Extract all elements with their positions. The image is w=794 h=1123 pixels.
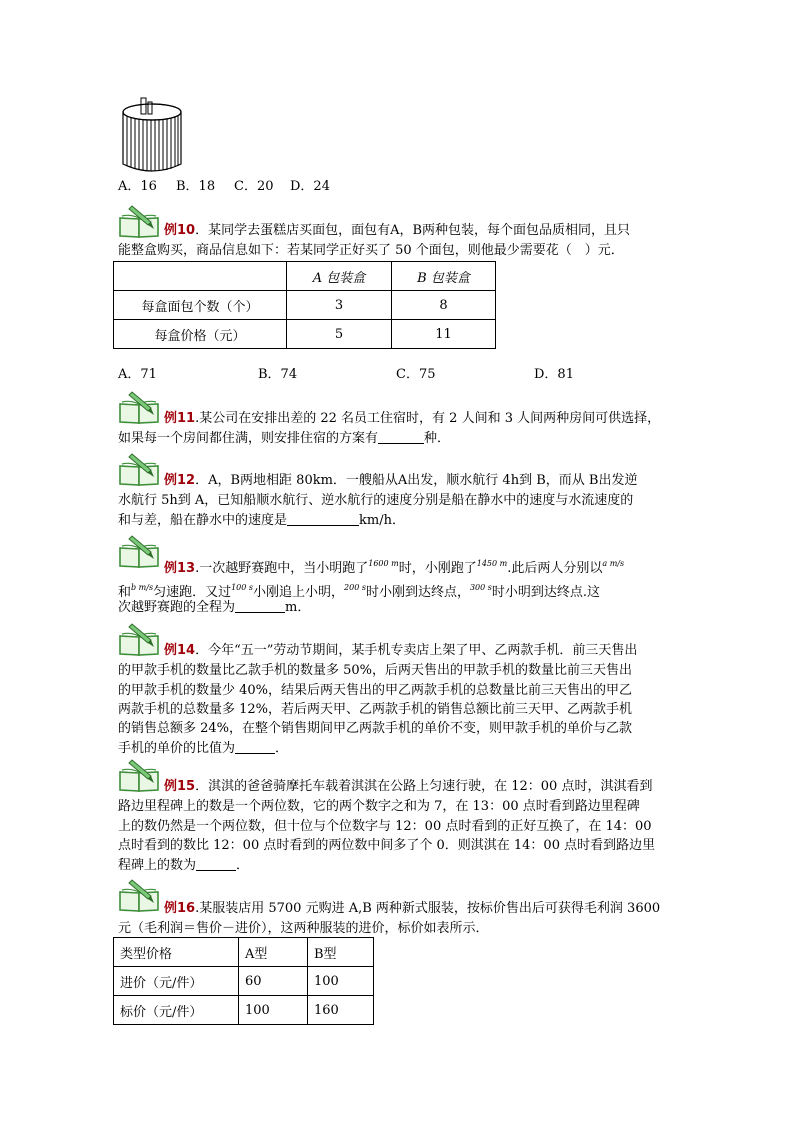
q16-line2: 元（毛利润＝售价－进价），这两种服装的进价，标价如表所示． — [118, 921, 489, 936]
example-book-pen-icon — [118, 204, 162, 238]
q14-line5: 的销售总额多 24%，在整个销售期间甲乙两款手机的单价不变，则甲款手机的单价与乙款 — [118, 721, 633, 736]
q16-table — [113, 937, 374, 1025]
q15-line2: 路边里程碑上的数是一个两位数，它的两个数字之和为 7，在 13：00 点时看到路边里程碑 — [118, 799, 640, 814]
q15-text1: ．淇淇的爸爸骑摩托车载着淇淇在公路上匀速行驶，在 12：00 点时，淇淇看到 — [195, 779, 653, 794]
q11-text3: 种． — [424, 431, 451, 446]
q10-option-d: D．81 — [534, 367, 574, 382]
q14-text7: ． — [275, 741, 289, 756]
q10-label: 例10 — [164, 223, 196, 238]
q10-table-cell: 3 — [287, 291, 392, 320]
q16-table-cell: 100 — [308, 967, 374, 996]
q13-text3: .此后两人分别以 — [507, 561, 603, 576]
q13-text9: 次越野赛跑的全程为 — [118, 600, 236, 615]
q13-line3 — [118, 599, 310, 617]
q10-table-header: B 包装盒 — [392, 262, 496, 291]
q15-text5: 程碑上的数为 — [118, 858, 197, 873]
q9-option-d: D．24 — [290, 179, 330, 194]
q10-text1: ．某同学去蛋糕店买面包，面包有A，B两种包装，每个面包品质相同，且只 — [195, 223, 631, 238]
q13-text5: 匀速跑．又过 — [153, 585, 232, 600]
q16-table-cell: 进价（元/件） — [114, 967, 239, 996]
q10-table-cell: 11 — [392, 320, 496, 349]
q16-table-header: 类型价格 — [114, 938, 239, 967]
q16-table-cell: 标价（元/件） — [114, 996, 239, 1025]
q10-table-cell: 5 — [287, 320, 392, 349]
q12-line3 — [118, 512, 405, 530]
cylinder-figure — [118, 96, 188, 174]
q13-text1: .一次越野赛跑中，当小明跑了 — [195, 561, 369, 576]
example-book-pen-icon — [118, 534, 162, 568]
q16-table-cell: 60 — [239, 967, 308, 996]
q15-text6: ． — [236, 858, 250, 873]
q15-line1 — [164, 778, 652, 796]
example-book-pen-icon — [118, 878, 162, 912]
q16-label: 例16 — [164, 901, 196, 916]
q13-answer-blank[interactable] — [235, 599, 285, 613]
q13-formula-1600: 1600 m — [368, 559, 399, 568]
q11-text2: 如果每一个房间都住满，则安排住宿的方案有 — [118, 431, 379, 446]
q10-table-header: A 包装盒 — [287, 262, 392, 291]
q13-formula-300: 300 s — [469, 583, 492, 592]
q14-line2: 的甲款手机的数量比乙款手机的数量多 50%，后两天售出的甲款手机的数量比前三天售出 — [118, 663, 633, 678]
q13-text10: m． — [285, 600, 311, 615]
q10-table-cell: 每盒价格（元） — [114, 320, 287, 349]
q12-answer-blank[interactable] — [287, 512, 359, 526]
q16-table-header: A型 — [239, 938, 308, 967]
q14-line1 — [164, 642, 637, 660]
q12-label: 例12 — [164, 473, 196, 488]
q14-line4: 两款手机的总数量多 12%，若后两天甲、乙两款手机的销售总额比前三天甲、乙两款手机 — [118, 702, 633, 717]
q13-text7: 时小刚到达终点， — [365, 585, 470, 600]
example-book-pen-icon — [118, 758, 162, 792]
q13-formula-a: a m/s — [602, 559, 625, 568]
q13-line1 — [164, 555, 624, 578]
q10-table-header — [114, 262, 287, 291]
q13-formula-1450: 1450 m — [476, 559, 508, 568]
q13-formula-100: 100 s — [231, 583, 254, 592]
q9-option-c: C．20 — [234, 179, 274, 194]
q11-line1 — [164, 410, 660, 428]
q15-label: 例15 — [164, 779, 196, 794]
q10-option-b: B．74 — [258, 367, 298, 382]
q15-line3: 上的数仍然是一个两位数，但十位与个位数字与 12：00 点时看到的正好互换了，在 14：00 — [118, 819, 652, 834]
q16-table-header: B型 — [308, 938, 374, 967]
q14-answer-blank[interactable] — [235, 740, 275, 754]
q10-line1 — [164, 222, 630, 240]
q10-table-cell: 8 — [392, 291, 496, 320]
q15-line4: 点时看到的数比 12：00 点时看到的两位数中间多了个 0．则淇淇在 14：00 点时看到路边里 — [118, 838, 656, 853]
q14-line3: 的甲款手机的数量少 40%，结果后两天售出的甲乙两款手机的总数量比前三天售出的甲乙 — [118, 683, 633, 698]
q11-text1: .某公司在安排出差的 22 名员工住宿时，有 2 人间和 3 人间两种房间可供选择， — [195, 411, 661, 426]
example-book-pen-icon — [118, 452, 162, 486]
q12-text4: km/h． — [359, 513, 405, 528]
q13-formula-200: 200 s — [344, 583, 366, 592]
q13-text4: 和 — [118, 585, 132, 600]
q16-line1 — [164, 900, 660, 918]
q11-answer-blank[interactable] — [378, 430, 424, 444]
q14-text6: 手机的单价的比值为 — [118, 741, 236, 756]
q14-text1: ．今年“五一”劳动节期间，某手机专卖店上架了甲、乙两款手机．前三天售出 — [195, 643, 638, 658]
example-book-pen-icon — [118, 390, 162, 424]
q9-option-a: A．16 — [118, 179, 157, 194]
q12-text3: 和与差，船在静水中的速度是 — [118, 513, 288, 528]
q16-table-cell: 160 — [308, 996, 374, 1025]
q14-line6 — [118, 740, 288, 758]
q13-text2: 时，小刚跑了 — [398, 561, 477, 576]
q16-table-cell: 100 — [239, 996, 308, 1025]
q14-label: 例14 — [164, 643, 196, 658]
q9-option-b: B．18 — [176, 179, 216, 194]
q16-text1: .某服装店用 5700 元购进 A,B 两种新式服装，按标价售出后可获得毛利润 3600 — [195, 901, 661, 916]
q13-label: 例13 — [164, 561, 196, 576]
q11-label: 例11 — [164, 411, 196, 426]
q10-options — [118, 366, 574, 384]
q10-option-a: A．71 — [118, 367, 157, 382]
q12-line1 — [164, 472, 637, 490]
q15-answer-blank[interactable] — [196, 857, 236, 871]
q10-table — [113, 261, 496, 349]
q12-line2: 水航行 5h到 A，已知船顺水航行、逆水航行的速度分别是船在静水中的速度与水流速度的 — [118, 493, 634, 508]
q10-option-c: C．75 — [396, 367, 436, 382]
q13-text6: 小刚追上小明， — [253, 585, 345, 600]
example-book-pen-icon — [118, 622, 162, 656]
q15-line5 — [118, 857, 249, 875]
q13-text8: 时小明到达终点.这 — [491, 585, 601, 600]
q12-text1: ．A，B两地相距 80km．一艘船从A出发，顺水航行 4h到 B，而从 B出发逆 — [195, 473, 638, 488]
q10-table-cell: 每盒面包个数（个） — [114, 291, 287, 320]
q10-line2: 能整盒购买，商品信息如下：若某同学正好买了 50 个面包，则他最少需要花（ ）元． — [118, 243, 624, 258]
q11-line2 — [118, 430, 450, 448]
q9-options — [118, 178, 330, 196]
q13-formula-b: b m/s — [131, 583, 154, 592]
